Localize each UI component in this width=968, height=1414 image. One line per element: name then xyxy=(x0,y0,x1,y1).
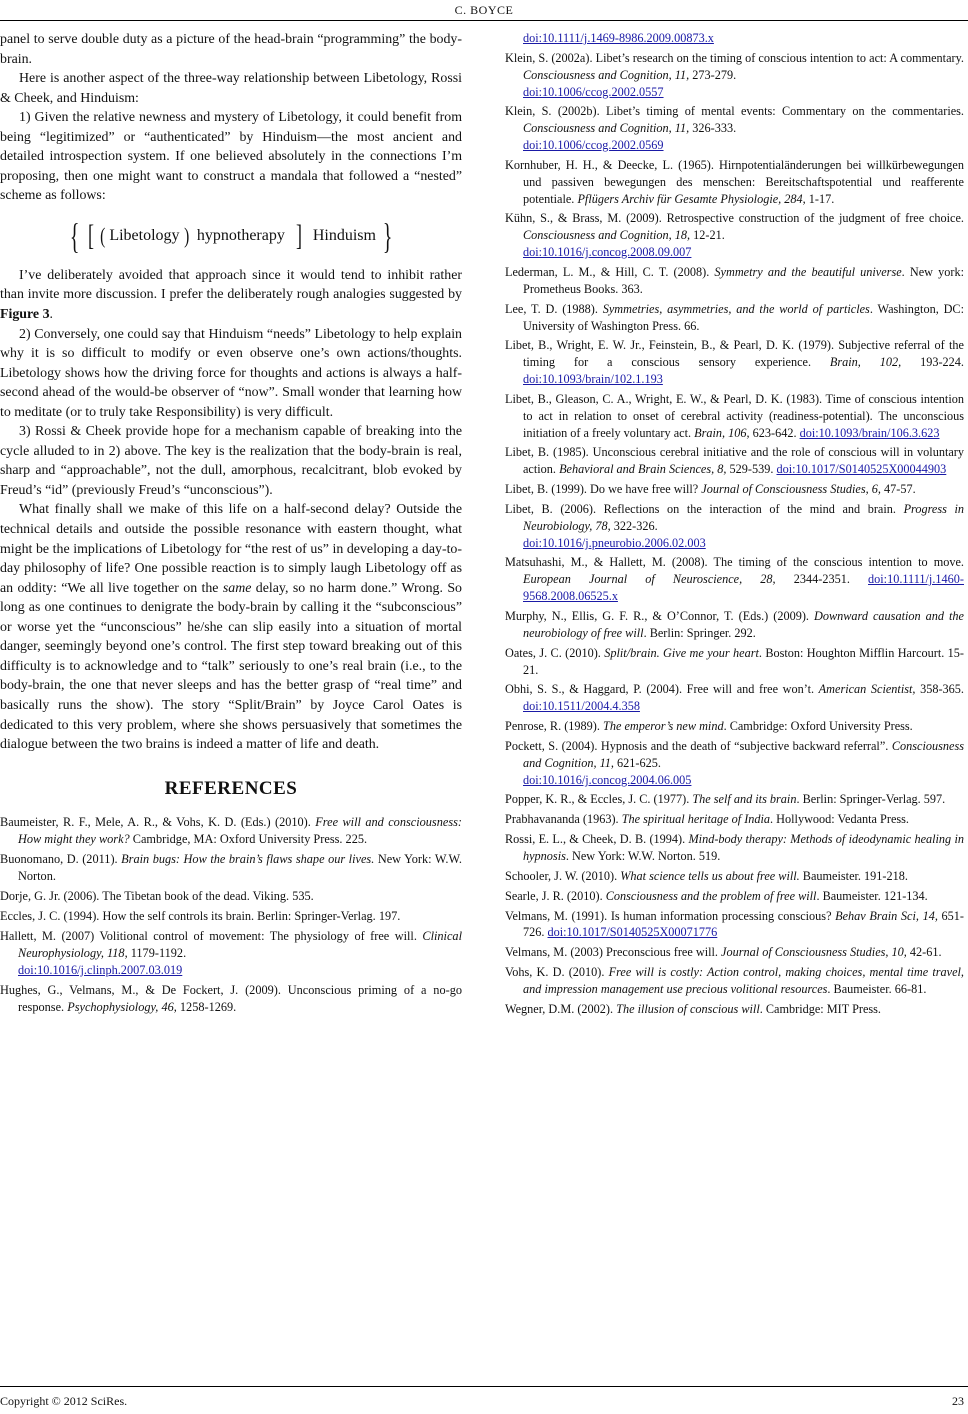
reference-text: Hallett, M. (2007) Volitional control of movement: The physiology of free will. xyxy=(0,929,423,944)
reference-entry xyxy=(505,1001,964,1018)
reference-entry xyxy=(505,964,964,998)
reference-source: Mind-body therapy: Methods of ideodynamic healing in hypnosis xyxy=(523,832,964,863)
doi-link[interactable]: doi:10.1017/S0140525X00044903 xyxy=(776,462,947,477)
reference-text-end: . Berlin: Springer. 292. xyxy=(643,625,756,640)
reference-text-end: . Berlin: Springer-Verlag. 597. xyxy=(796,792,946,807)
reference-text-end: . Cambridge: Oxford University Press. xyxy=(723,719,913,734)
running-header: C. BOYCE xyxy=(454,3,514,17)
references-heading: REFERENCES xyxy=(164,777,298,799)
reference-entry xyxy=(505,868,964,885)
reference-text: Kühn, S., & Brass, M. (2009). Retrospective construction of the judgment of free choice. xyxy=(505,211,964,226)
reference-text: Penrose, R. (1989). xyxy=(505,719,603,734)
reference-entry xyxy=(0,908,462,925)
reference-source: The emperor’s new mind xyxy=(603,719,724,734)
reference-source: Downward causation and the neurobiology of free will xyxy=(523,609,964,640)
doi-link[interactable]: doi:10.1016/j.concog.2008.09.007 xyxy=(523,245,692,260)
reference-entry xyxy=(0,814,462,848)
doi-link[interactable]: doi:10.1093/brain/106.3.623 xyxy=(799,425,940,440)
reference-text: Libet, B. (2006). Reflections on the interaction of the mind and brain. xyxy=(505,501,904,516)
reference-source: Journal of Consciousness Studies, 6, xyxy=(701,482,881,497)
left-brace: { xyxy=(69,215,80,256)
doi-link[interactable]: doi:10.1006/ccog.2002.0557 xyxy=(523,84,664,99)
page-number: 23 xyxy=(952,1394,964,1408)
reference-text-end: 2344-2351. xyxy=(775,572,869,587)
reference-text-end: 47-57. xyxy=(880,482,916,497)
reference-source: Brain bugs: How the brain’s flaws shape our lives. xyxy=(121,852,375,867)
reference-source: American Scientist, xyxy=(818,682,916,697)
reference-text-end: 623-642. xyxy=(749,425,800,440)
reference-text: Popper, K. R., & Eccles, J. C. (1977). xyxy=(505,792,693,807)
reference-source: Journal of Consciousness Studies, 10, xyxy=(721,945,907,960)
formula-outer-term: Hinduism xyxy=(312,227,376,245)
reference-text-end: 42-61. xyxy=(906,945,942,960)
paragraph-4-end: . xyxy=(49,307,53,323)
reference-text: Klein, S. (2002a). Libet’s research on the timing of conscious intention to act: A commentary. xyxy=(505,50,964,65)
reference-text-end: 1179-1192. xyxy=(127,946,187,961)
reference-entry xyxy=(505,481,964,498)
reference-text-end: 273-279. xyxy=(689,67,737,82)
reference-text: Klein, S. (2002b). Libet’s timing of mental events: Commentary on the commentaries. xyxy=(505,104,964,119)
reference-entry xyxy=(505,501,964,552)
reference-text: Vohs, K. D. (2010). xyxy=(505,965,609,980)
reference-source: Free will is costly: Action control, making choices, mental time travel, and impression management use precious volitional resources xyxy=(523,965,964,996)
footer-rule xyxy=(0,1386,968,1387)
reference-text-end: 12-21. xyxy=(690,228,725,243)
reference-text-end: 651-726. xyxy=(523,908,964,940)
left-bracket: [ xyxy=(88,218,94,252)
reference-text: Dorje, G. Jr. (2006). The Tibetan book of the dead. Viking. 535. xyxy=(0,889,314,904)
reference-text: Libet, B. (1999). Do we have free will? xyxy=(505,482,702,497)
reference-text: Lederman, L. M., & Hill, C. T. (2008). xyxy=(505,264,715,279)
reference-text-end: . Cambridge: MIT Press. xyxy=(759,1001,881,1016)
reference-source: The illusion of conscious will xyxy=(616,1001,760,1016)
paragraph-7 xyxy=(0,500,462,754)
references-list-left xyxy=(0,814,462,1016)
reference-entry xyxy=(505,718,964,735)
reference-entry xyxy=(505,157,964,208)
reference-text-end: 1-17. xyxy=(805,191,835,206)
reference-text-end: Baumeister. 191-218. xyxy=(799,868,908,883)
paragraph-2: Here is another aspect of the three-way relationship between Libetology, Rossi & Cheek, and Hinduism: xyxy=(0,71,462,106)
doi-link[interactable]: doi:10.1017/S0140525X00071776 xyxy=(547,925,718,940)
reference-text: Oates, J. C. (2010). xyxy=(505,645,605,660)
reference-text-end: 193-224. xyxy=(901,355,964,370)
reference-text: Rossi, E. L., & Cheek, D. B. (1994). xyxy=(505,832,689,847)
reference-entry xyxy=(505,444,964,478)
reference-text: Pockett, S. (2004). Hypnosis and the death of “subjective backward referral”. xyxy=(505,738,892,753)
reference-text-end: New York: W.W. Norton. xyxy=(18,852,462,884)
reference-text: Baumeister, R. F., Mele, A. R., & Vohs, K. D. (Eds.) (2010). xyxy=(0,815,316,830)
reference-text: Wegner, D.M. (2002). xyxy=(505,1001,617,1016)
reference-text: Prabhavananda (1963). xyxy=(505,812,622,827)
reference-text-end: . Washington, DC: University of Washington Press. 66. xyxy=(523,301,965,333)
paragraph-4-text: I’ve deliberately avoided that approach since it would tend to inhibit rather than invite more discussion. I prefer the deliberately rough analogies suggested by xyxy=(0,267,462,303)
reference-source: Progress in Neurobiology, 78, xyxy=(523,501,965,533)
formula-middle-term: hypnotherapy xyxy=(196,227,285,245)
reference-source: What science tells us about free will. xyxy=(620,868,800,883)
reference-entry xyxy=(505,645,964,679)
reference-text-end: 621-625. xyxy=(613,755,661,770)
header-rule xyxy=(0,20,968,21)
reference-source: Symmetries, asymmetries, and the world of particles xyxy=(602,301,870,316)
reference-entry xyxy=(0,928,462,979)
right-brace: } xyxy=(382,215,393,256)
reference-text: Kornhuber, H. H., & Deecke, L. (1965). Hirnpotentialänderungen bei willkürbewegungen und passiven bewegungen des menschen: Bereitschaftspotential und reafferente potentiale. xyxy=(505,157,964,206)
reference-entry xyxy=(505,103,964,154)
reference-entry xyxy=(505,337,964,388)
reference-text-end: . New York: W.W. Norton. 519. xyxy=(565,848,721,863)
formula-inner-term: Libetology xyxy=(109,227,180,245)
reference-text: Libet, B., Wright, E. W. Jr., Feinstein, B., & Pearl, D. K. (1979). Subjective referral of the timing for a conscious sensory experience. xyxy=(505,338,964,370)
reference-entry xyxy=(505,738,964,789)
reference-source: Brain, 106, xyxy=(694,425,750,440)
reference-text: Hughes, G., Velmans, M., & De Fockert, J. (2009). Unconscious priming of a no-go response. xyxy=(0,983,462,1015)
right-paren: ) xyxy=(183,222,189,248)
reference-text-end: 1258-1269. xyxy=(176,1000,237,1015)
reference-entry xyxy=(505,30,964,47)
reference-entry xyxy=(0,888,462,905)
reference-text: Lee, T. D. (1988). xyxy=(505,301,603,316)
reference-source: Behav Brain Sci, 14, xyxy=(835,908,938,923)
reference-source: Split/brain. Give me your heart xyxy=(604,645,759,660)
reference-text: Velmans, M. (1991). Is human information processing conscious? xyxy=(505,908,836,923)
reference-text: Searle, J. R. (2010). xyxy=(505,888,606,903)
reference-entry xyxy=(505,831,964,865)
reference-source: Consciousness and Cognition, 18, xyxy=(523,228,691,243)
doi-link[interactable]: doi:10.1093/brain/102.1.193 xyxy=(523,372,663,387)
reference-entry xyxy=(505,811,964,828)
reference-text-end: 322-326. xyxy=(610,518,658,533)
reference-source: Consciousness and Cognition, 11, xyxy=(523,738,964,770)
doi-link[interactable]: doi:10.1111/j.1469-8986.2009.00873.x xyxy=(523,31,714,45)
reference-source: Consciousness and Cognition, 11, xyxy=(523,67,690,82)
doi-link[interactable]: doi:10.1511/2004.4.358 xyxy=(523,699,640,714)
reference-text: Eccles, J. C. (1994). How the self controls its brain. Berlin: Springer-Verlag. 197. xyxy=(0,909,401,924)
reference-entry xyxy=(505,50,964,101)
figure-reference: Figure 3 xyxy=(0,307,50,323)
reference-source: Consciousness and Cognition, 11, xyxy=(523,121,690,136)
paragraph-3: 1) Given the relative newness and mystery of Libetology, it could benefit from being “legitimized” or “authenticated” by Hinduism—the most ancient and detailed introspection system. If one believed absolutely in the connections I’m proposing, then one might want to construct a mandala that followed a “nested” scheme as follows: xyxy=(0,110,462,204)
reference-text-end: 358-365. xyxy=(915,682,964,697)
doi-link[interactable]: doi:10.1016/j.concog.2004.06.005 xyxy=(523,772,692,787)
reference-source: Free will and consciousness: How might they work? xyxy=(18,815,462,847)
paragraph-7-end: delay, so no harm done.” Wrong. So long as one continues to denigrate the body-brain by calling it the “subconscious” or worse yet the “unconscious” he/she can slip easily into a situation of mortal danger, seemingly beyond one’s control. The first step toward breaking out of this difficulty is to acknowledge and to “talk” seriously to one’s real brain (i.e., to the body-brain, the one that never sleeps and has the better grasp of “real time” and basically runs the show). The story “Split/Brain” by Joyce Carol Oates is dedicated to this very problem, where she shows persuasively that sometimes the dialogue between the two brains is indeed a matter of life and death. xyxy=(0,580,462,753)
reference-entry xyxy=(505,554,964,605)
reference-source: Brain, 102, xyxy=(829,355,902,370)
reference-text-end: . Boston: Houghton Mifflin Harcourt. 15-21. xyxy=(523,645,964,677)
reference-text: Libet, B. (1985). Unconscious cerebral initiative and the role of conscious will in voluntary action. xyxy=(505,445,964,477)
reference-source: Symmetry and the beautiful universe xyxy=(714,264,902,279)
doi-link[interactable]: doi:10.1006/ccog.2002.0569 xyxy=(523,138,664,153)
emphasis-same: same xyxy=(222,580,252,596)
paragraph-7-text: What finally shall we make of this life on a half-second delay? Outside the technical details and outside the possible resonance with eastern thought, what might be the implications of Libetology for “the rest of us” in developing a day-to-day philosophy of life? One possible reaction is to simply laugh Libetology off as an oddity: “We all live together on the xyxy=(0,502,462,596)
reference-text: Schooler, J. W. (2010). xyxy=(505,868,621,883)
reference-source: Behavioral and Brain Sciences, 8, xyxy=(559,462,727,477)
reference-text-end: 529-539. xyxy=(726,462,777,477)
reference-entry xyxy=(505,888,964,905)
reference-text: Obhi, S. S., & Haggard, P. (2004). Free will and free won’t. xyxy=(505,682,819,697)
reference-entry xyxy=(505,210,964,261)
copyright-notice: Copyright © 2012 SciRes. xyxy=(0,1394,128,1408)
left-column xyxy=(0,30,462,1019)
doi-link[interactable]: doi:10.1111/j.1460-9568.2008.06525.x xyxy=(523,572,964,604)
reference-text-end: . New york: Prometheus Books. 363. xyxy=(523,264,964,296)
reference-entry xyxy=(505,608,964,642)
reference-entry xyxy=(505,264,964,298)
reference-text-end: . Baumeister. 66-81. xyxy=(827,981,927,996)
reference-text: Matsuhashi, M., & Hallett, M. (2008). The timing of the conscious intention to move. xyxy=(505,555,964,570)
reference-text: Libet, B., Gleason, C. A., Wright, E. W., & Pearl, D. K. (1983). Time of conscious intention to act in relation to onset of cerebral activity (readiness-potential). The unconscious initiation of a freely voluntary act. xyxy=(505,391,964,440)
reference-source: The self and its brain xyxy=(692,792,797,807)
right-bracket: ] xyxy=(295,218,302,252)
left-paren: ( xyxy=(100,222,106,248)
reference-text: Velmans, M. (2003) Preconscious free will. xyxy=(505,945,722,960)
paragraph-6: 3) Rossi & Cheek provide hope for a mechanism capable of breaking into the cycle alluded to in 2) above. The key is the realization that the body-brain is real, sharp and “approachable”, not the dull, amorphous, recalcitrant, blob evoked by Freud’s “id” (previously Freud’s “unconscious”). xyxy=(0,424,462,498)
paragraph-1: panel to serve double duty as a picture of the head-brain “programming” the body-brain. xyxy=(0,32,462,67)
reference-source: Pflügers Archiv für Gesamte Physiologie, 284, xyxy=(577,191,806,206)
reference-source: Consciousness and the problem of free will xyxy=(605,888,817,903)
reference-source: The spiritual heritage of India xyxy=(621,812,771,827)
reference-text-end: Cambridge, MA: Oxford University Press. 225. xyxy=(129,832,368,847)
reference-source: Psychophysiology, 46, xyxy=(67,1000,177,1015)
reference-text-end: . Baumeister. 121-134. xyxy=(816,888,928,903)
doi-link[interactable]: doi:10.1016/j.clinph.2007.03.019 xyxy=(18,963,183,978)
paragraph-4 xyxy=(0,266,462,325)
reference-entry xyxy=(505,908,964,942)
right-column xyxy=(505,30,964,1021)
references-list-right xyxy=(505,30,964,1018)
reference-entry xyxy=(505,301,964,335)
paragraph-5: 2) Conversely, one could say that Hinduism “needs” Libetology to help explain why it is so difficult to modify or even observe one’s own actions/thoughts. Libetology shows how the driving force for thoughts and actions is always a half-second ahead of the would-be observer of “now”. Small wonder that learning how to meditate (or to truly take Responsibility) is very difficult. xyxy=(0,326,462,420)
reference-source: European Journal of Neuroscience, 28, xyxy=(523,572,776,587)
reference-text-end: 326-333. xyxy=(689,121,737,136)
reference-text-end: . Hollywood: Vedanta Press. xyxy=(770,812,909,827)
doi-link[interactable]: doi:10.1016/j.pneurobio.2006.02.003 xyxy=(523,535,706,550)
reference-entry xyxy=(505,391,964,442)
reference-text: Buonomano, D. (2011). xyxy=(0,852,122,867)
reference-text: Murphy, N., Ellis, G. F. R., & O’Connor, T. (Eds.) (2009). xyxy=(505,609,814,623)
reference-entry xyxy=(505,944,964,961)
reference-entry xyxy=(0,851,462,885)
reference-source: Clinical Neurophysiology, 118, xyxy=(18,929,462,961)
reference-entry xyxy=(505,791,964,808)
nested-formula xyxy=(0,216,462,256)
reference-entry xyxy=(0,982,462,1016)
reference-entry xyxy=(505,681,964,715)
